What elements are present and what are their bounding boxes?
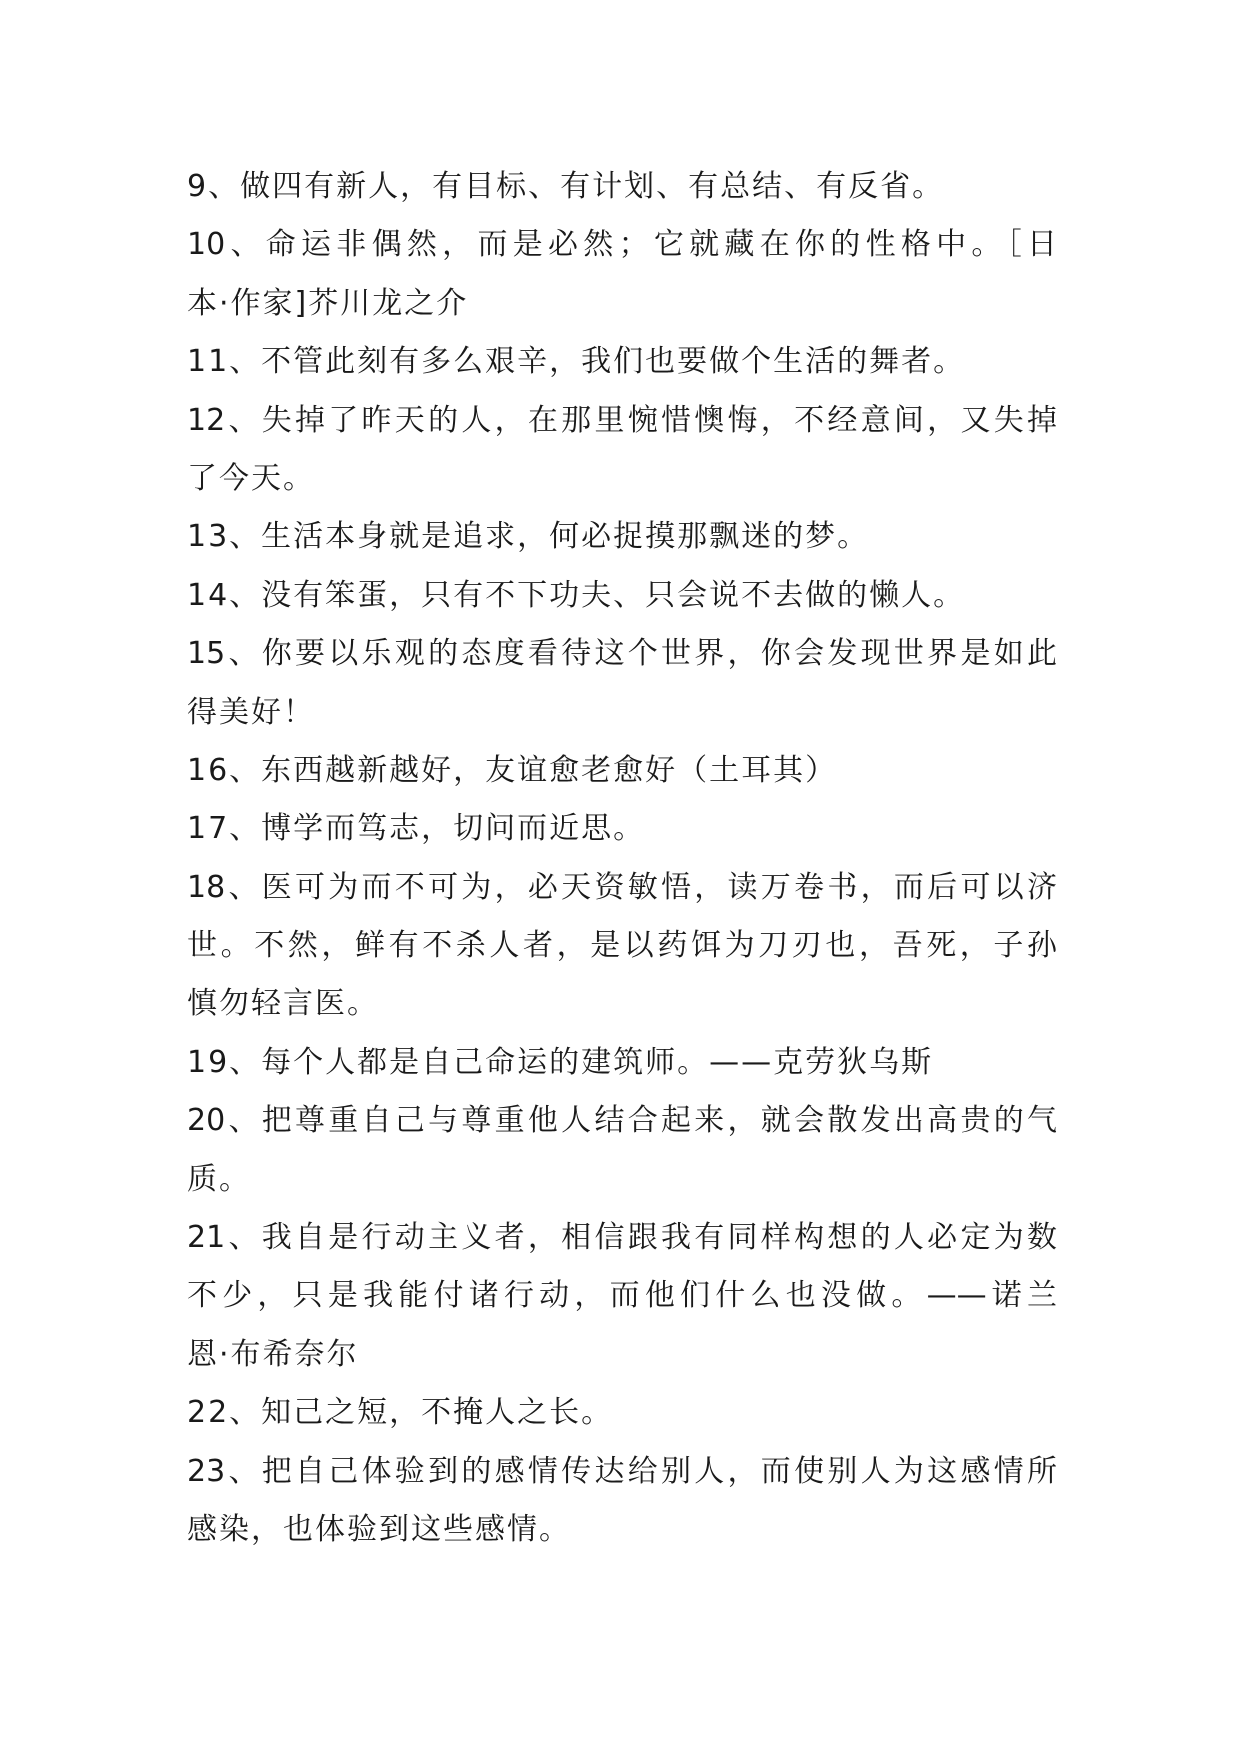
- quote-list: [187, 158, 1057, 1559]
- text-line: 23、把自己体验到的感情传达给别人，而使别人为这感情所: [187, 1453, 1057, 1489]
- text-line: 得美好！: [187, 694, 315, 730]
- text-line: 21、我自是行动主义者，相信跟我有同样构想的人必定为数: [187, 1220, 1057, 1256]
- text-line: 14、没有笨蛋，只有不下功夫、只会说不去做的懒人。: [187, 577, 966, 613]
- text-line: 17、博学而笃志，切问而近思。: [187, 811, 646, 847]
- text-line: 慎勿轻言医。: [187, 986, 379, 1022]
- text-line: 13、生活本身就是追求，何必捉摸那飘迷的梦。: [187, 519, 870, 555]
- text-line: 11、不管此刻有多么艰辛，我们也要做个生活的舞者。: [187, 344, 966, 380]
- text-line: 20、把尊重自己与尊重他人结合起来，就会散发出高贵的气: [187, 1103, 1057, 1139]
- text-line: 15、你要以乐观的态度看待这个世界，你会发现世界是如此: [187, 636, 1057, 672]
- text-line: 质。: [187, 1161, 251, 1197]
- text-line: 恩·布希奈尔: [187, 1336, 359, 1372]
- text-line: 9、做四有新人，有目标、有计划、有总结、有反省。: [187, 169, 945, 204]
- text-line: 感染，也体验到这些感情。: [187, 1511, 571, 1547]
- text-line: 了今天。: [187, 460, 315, 496]
- text-line: 本·作家]芥川龙之介: [187, 285, 469, 321]
- text-line: 18、医可为而不可为，必天资敏悟，读万卷书，而后可以济: [187, 869, 1057, 905]
- text-line: 10、命运非偶然，而是必然；它就藏在你的性格中。［日: [187, 227, 1057, 263]
- text-line: 不少，只是我能付诸行动，而他们什么也没做。——诺兰: [187, 1278, 1057, 1314]
- text-line: 22、知己之短，不掩人之长。: [187, 1395, 614, 1431]
- text-line: 世。不然，鲜有不杀人者，是以药饵为刀刃也，吾死，子孙: [187, 928, 1057, 964]
- text-line: 12、失掉了昨天的人，在那里惋惜懊悔，不经意间，又失掉: [187, 402, 1057, 438]
- text-line: 19、每个人都是自己命运的建筑师。——克劳狄乌斯: [187, 1044, 934, 1080]
- text-line: 16、东西越新越好，友谊愈老愈好（土耳其）: [187, 752, 838, 788]
